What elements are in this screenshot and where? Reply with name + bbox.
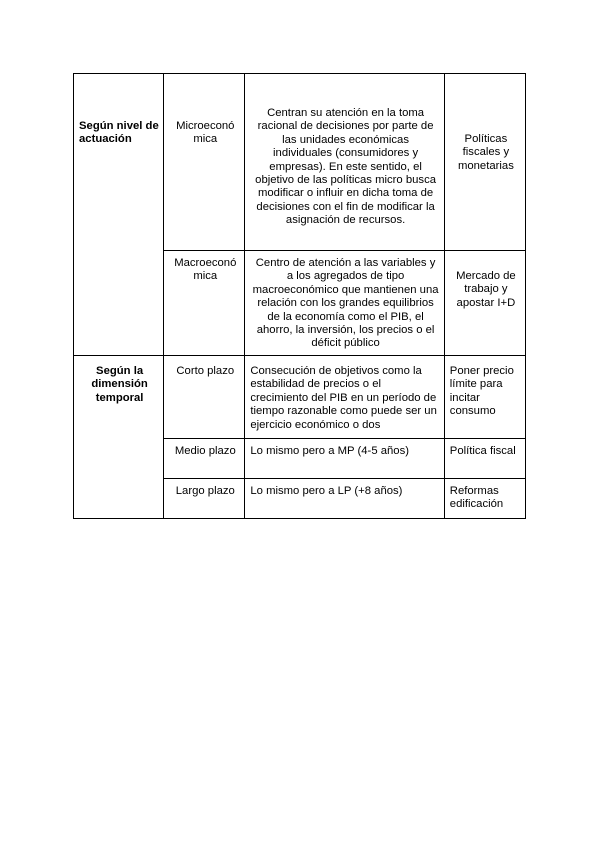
policy-type: Macroeconó mica [174,257,237,283]
example-cell [444,479,525,519]
policy-description: Lo mismo pero a MP (4-5 años) [250,445,410,457]
policy-description: Consecución de objetivos como la estabilidad de precios o el crecimiento del PIB en un período de tiempo razonable como puede ser un ejercicio económico o dos [250,365,437,431]
type-cell [164,251,245,356]
description-cell [245,74,444,251]
table-row [74,74,526,251]
policy-type: Microeconó mica [176,120,235,146]
description-cell [245,439,444,479]
group-label: Según la dimensión temporal [91,365,148,404]
type-cell [164,439,245,479]
example-cell [444,356,525,439]
policy-type: Medio plazo [174,445,236,457]
description-cell [245,356,444,439]
policy-example: Poner precio límite para incitar consumo [449,365,514,418]
policy-classification-table [73,73,526,519]
policy-type: Corto plazo [176,365,235,377]
group-cell [74,74,164,356]
policy-example: Mercado de trabajo y apostar I+D [456,270,516,309]
table-row [74,356,526,439]
policy-type: Largo plazo [175,485,235,497]
description-cell [245,251,444,356]
group-cell [74,356,164,519]
example-cell [444,251,525,356]
example-cell [444,74,525,251]
policy-example: Reformas edificación [449,485,504,511]
policy-description: Centran su atención en la toma racional de decisiones por parte de las unidades económicas individuales (consumidores y empresas). En este sentido, el objetivo de las políticas micro busca modificar o influir en dicha toma de decisiones con el fin de modificar la asignación de recursos. [255,107,436,227]
policy-description: Lo mismo pero a LP (+8 años) [250,485,403,497]
type-cell [164,479,245,519]
description-cell [245,479,444,519]
policy-description: Centro de atención a las variables y a los agregados de tipo macroeconómico que mantienen una relación con los grandes equilibrios de la economía como el PIB, el ahorro, la inversión, los precios o el déficit público [252,257,439,350]
policy-example: Políticas fiscales y monetarias [457,133,514,172]
group-label: Según nivel de actuación [79,120,159,146]
type-cell [164,356,245,439]
type-cell [164,74,245,251]
policy-example: Política fiscal [449,445,516,457]
example-cell [444,439,525,479]
